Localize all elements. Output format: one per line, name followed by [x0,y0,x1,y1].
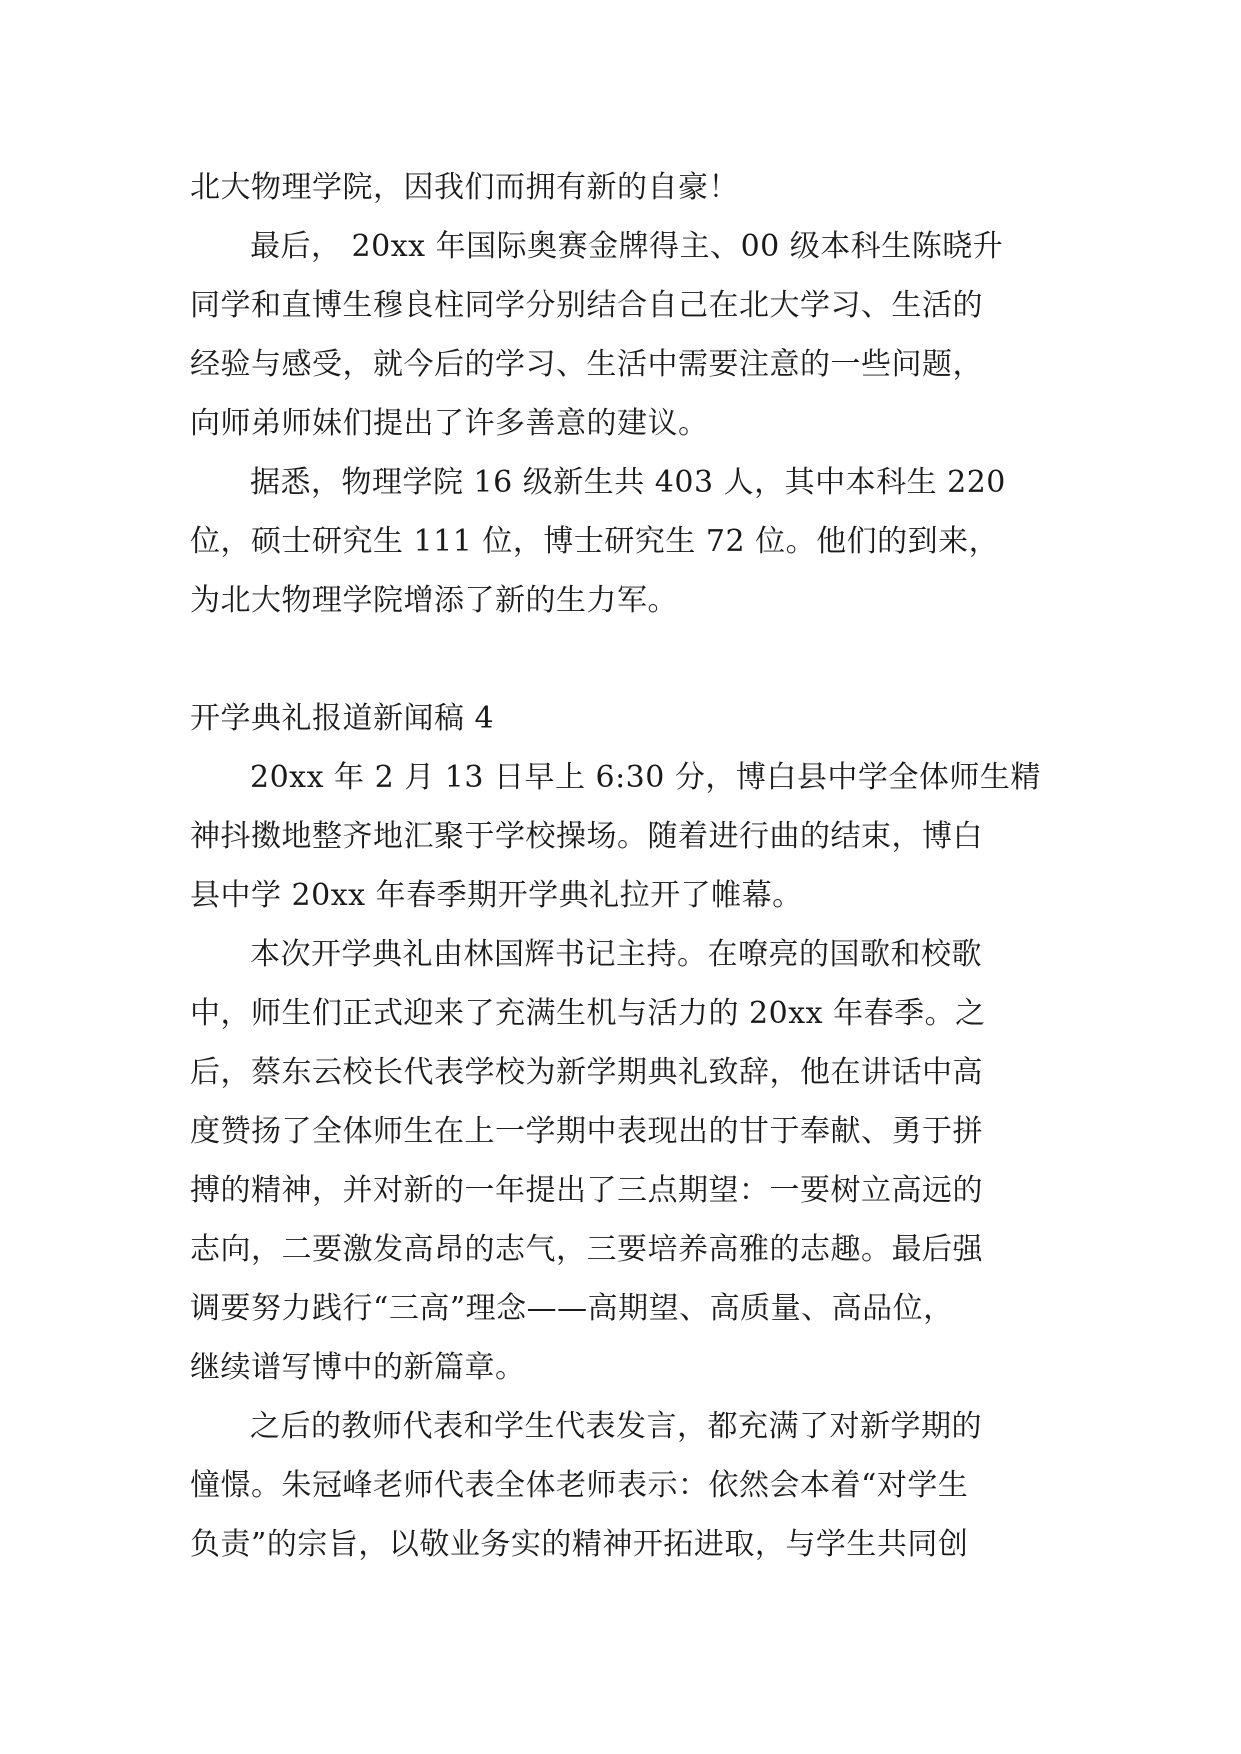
text-line: 县中学 20xx 年春季期开学典礼拉开了帷幕。 [190,878,803,913]
text-line: 位，硕士研究生 111 位，博士研究生 72 位。他们的到来， [190,524,1000,559]
section-title: 开学典礼报道新闻稿 4 [190,701,495,736]
text-line: 中，师生们正式迎来了充满生机与活力的 20xx 年春季。之 [190,996,986,1031]
text-line: 度赞扬了全体师生在上一学期中表现出的甘于奉献、勇于拼 [190,1114,983,1149]
paragraph [190,453,1060,630]
text-line: 本次开学典礼由林国辉书记主持。在嘹亮的国歌和校歌 [250,937,982,972]
text-line: 神抖擞地整齐地汇聚于学校操场。随着进行曲的结束，博白 [190,819,983,854]
text-line: 为北大物理学院增添了新的生力军。 [190,583,678,618]
text-line: 调要努力践行“三高”理念——高期望、高质量、高品位， [190,1291,954,1326]
paragraph [190,1397,1060,1574]
text-line: 据悉，物理学院 16 级新生共 403 人，其中本科生 220 [250,465,1006,500]
paragraph [190,925,1060,1397]
text-line: 经验与感受，就今后的学习、生活中需要注意的一些问题， [190,347,983,382]
text-line: 20xx 年 2 月 13 日早上 6:30 分，博白县中学全体师生精 [250,760,1041,795]
text-line: 最后， 20xx 年国际奥赛金牌得主、00 级本科生陈晓升 [250,229,1004,264]
text-line: 向师弟师妹们提出了许多善意的建议。 [190,406,709,441]
text-line: 北大物理学院，因我们而拥有新的自豪！ [190,170,739,205]
section-gap [190,630,1060,689]
paragraph [190,748,1060,925]
text-line: 后，蔡东云校长代表学校为新学期典礼致辞，他在讲话中高 [190,1055,983,1090]
text-line: 搏的精神，并对新的一年提出了三点期望：一要树立高远的 [190,1173,983,1208]
text-line: 继续谱写博中的新篇章。 [190,1350,526,1385]
text-line: 之后的教师代表和学生代表发言，都充满了对新学期的 [250,1409,982,1444]
text-line: 同学和直博生穆良柱同学分别结合自己在北大学习、生活的 [190,288,983,323]
document-body [190,158,1060,1574]
paragraph [190,217,1060,453]
text-line: 志向，二要激发高昂的志气，三要培养高雅的志趣。最后强 [190,1232,983,1267]
paragraph [190,158,1060,217]
text-line: 负责”的宗旨，以敬业务实的精神开拓进取，与学生共同创 [190,1527,969,1562]
text-line: 憧憬。朱冠峰老师代表全体老师表示：依然会本着“对学生 [190,1468,969,1503]
